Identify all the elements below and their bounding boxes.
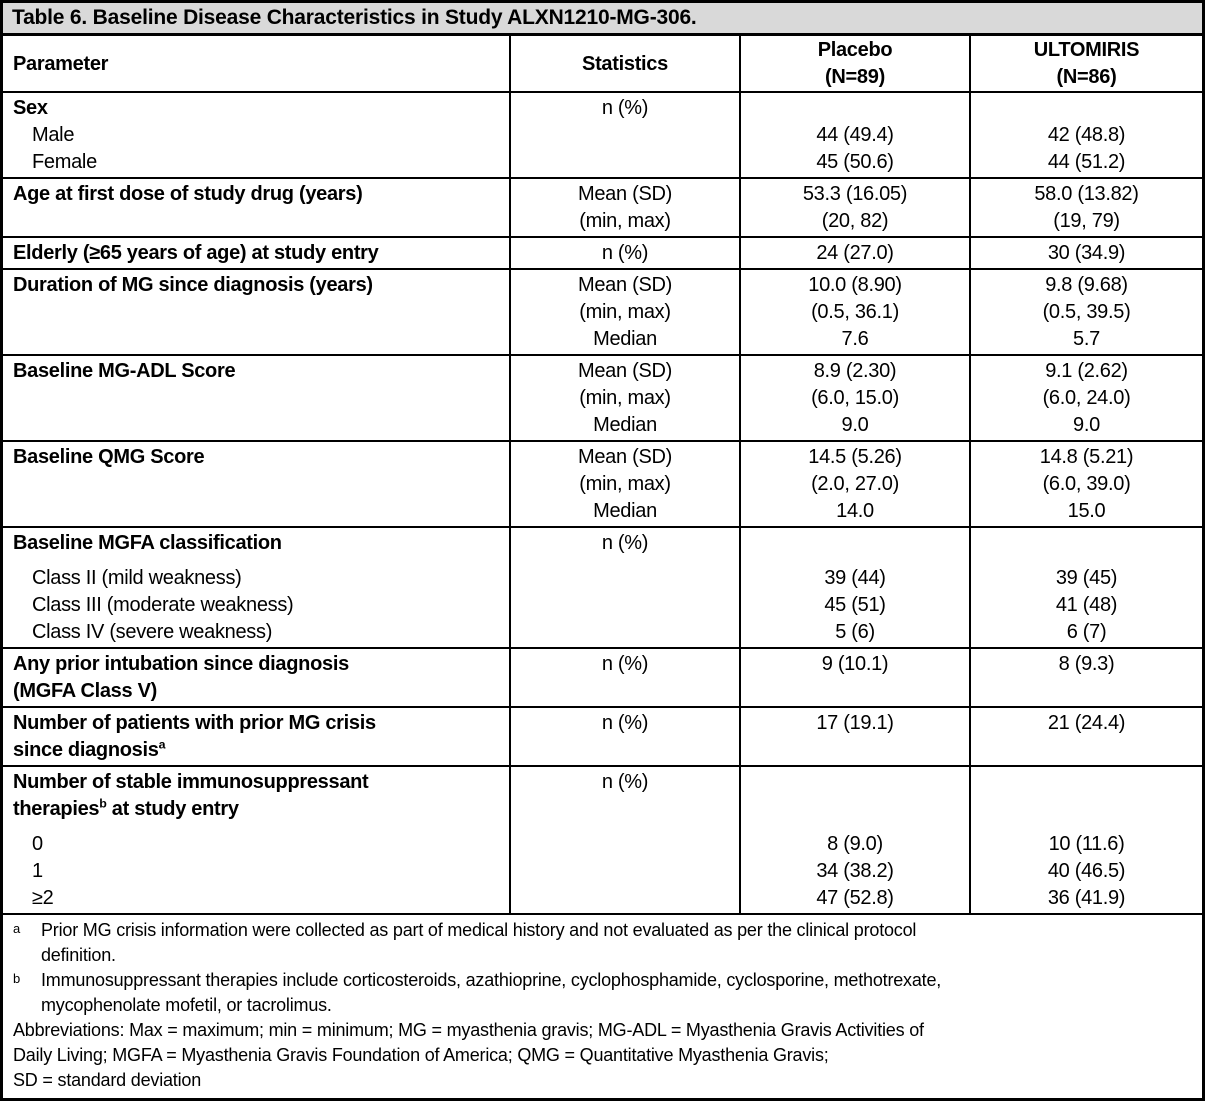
placebo-cell-line: (20, 82) — [821, 210, 889, 232]
row-baseline-mg-adl-score — [3, 356, 1202, 442]
parameter-cell-line: Class II (mild weakness) — [32, 567, 242, 589]
statistics-cell-line — [515, 885, 735, 912]
parameter-cell-line — [13, 412, 501, 439]
statistics-cell-line: Mean (SD) — [578, 446, 672, 468]
header-parameter-label: Parameter — [13, 52, 109, 75]
duration-of-mg-since-diagnosis-parameter-cell — [3, 270, 509, 354]
statistics-cell-line: n (%) — [601, 97, 649, 119]
statistics-cell-line: Mean (SD) — [578, 183, 672, 205]
placebo-cell-line: 17 (19.1) — [816, 712, 894, 734]
placebo-cell-line: 8.9 (2.30) — [813, 360, 897, 382]
parameter-cell-line: Duration of MG since diagnosis (years) — [13, 274, 373, 296]
statistics-cell-line: (min, max) — [579, 473, 671, 495]
parameter-cell-line: Elderly (≥65 years of age) at study entry — [13, 242, 379, 264]
ultomiris-cell-line: 9.0 — [1073, 414, 1100, 436]
ultomiris-cell-line — [975, 796, 1198, 823]
statistics-cell-line — [515, 149, 735, 176]
placebo-cell-line — [745, 530, 965, 557]
ultomiris-cell-line: 30 (34.9) — [1047, 242, 1126, 264]
statistics-cell-line — [515, 565, 735, 592]
row-stable-immunosuppressant-therapies — [3, 767, 1202, 915]
ultomiris-cell-line — [975, 769, 1198, 796]
prior-mg-crisis-parameter-cell — [3, 708, 509, 765]
elderly-at-study-entry-ultomiris-cell — [969, 238, 1202, 268]
row-duration-of-mg-since-diagnosis — [3, 270, 1202, 356]
statistics-cell-line — [515, 796, 735, 823]
baseline-mg-adl-score-parameter-cell — [3, 356, 509, 440]
row-baseline-qmg-score — [3, 442, 1202, 528]
placebo-cell-line: 5 (6) — [835, 621, 875, 643]
statistics-cell-line: Median — [593, 414, 657, 436]
sex-statistics-cell — [509, 93, 739, 177]
age-at-first-dose-parameter-cell — [3, 179, 509, 236]
stable-immunosuppressant-therapies-parameter-cell — [3, 767, 509, 913]
parameter-cell-line: Female — [32, 151, 97, 173]
statistics-cell-line: Mean (SD) — [578, 274, 672, 296]
statistics-cell-line — [515, 619, 735, 646]
header-placebo — [739, 36, 969, 91]
ultomiris-cell-line: 44 (51.2) — [1047, 151, 1126, 173]
statistics-cell-line: n (%) — [601, 532, 649, 554]
ultomiris-cell-line: (6.0, 39.0) — [1042, 473, 1131, 495]
sex-placebo-cell — [739, 93, 969, 177]
parameter-cell-line: Male — [32, 124, 75, 146]
ultomiris-cell-line: 6 (7) — [1066, 621, 1107, 643]
footnote-abbreviations: Abbreviations: Max = maximum; min = minimum; MG = myasthenia gravis; MG-ADL = Myasthenia Gravis Activities of Daily Living; MGFA = Myasthenia Gravis Foundation of America; QMG = Quantitative Myasthenia Gravis; SD = standard deviation — [13, 1020, 924, 1090]
ultomiris-cell-line: 8 (9.3) — [1058, 653, 1115, 675]
placebo-cell-line: 24 (27.0) — [816, 242, 894, 264]
parameter-cell-line: Sex — [13, 97, 48, 119]
row-elderly-at-study-entry — [3, 238, 1202, 270]
duration-of-mg-since-diagnosis-statistics-cell — [509, 270, 739, 354]
sex-ultomiris-cell — [969, 93, 1202, 177]
placebo-cell-line — [745, 95, 965, 122]
header-ultomiris — [969, 36, 1202, 91]
statistics-cell-line — [515, 831, 735, 858]
ultomiris-cell-line: 21 (24.4) — [1047, 712, 1126, 734]
parameter-cell-line: Baseline QMG Score — [13, 446, 205, 468]
statistics-cell-line: (min, max) — [579, 210, 671, 232]
statistics-cell-line: (min, max) — [579, 301, 671, 323]
placebo-cell-line: 47 (52.8) — [816, 887, 894, 909]
footnote-b: b Immunosuppressant therapies include corticosteroids, azathioprine, cyclophosphamide, cyclosporine, methotrexate, mycophenolate mofetil, or tacrolimus. — [13, 968, 1194, 1018]
placebo-cell-line: 8 (9.0) — [827, 833, 883, 855]
parameter-cell-line: 1 — [32, 860, 43, 882]
header-statistics-label: Statistics — [582, 52, 668, 75]
placebo-cell-line: 45 (51) — [824, 594, 886, 616]
parameter-cell-line: Baseline MGFA classification — [13, 532, 282, 554]
ultomiris-cell-line — [975, 530, 1198, 557]
header-placebo-label: Placebo — [817, 39, 893, 61]
elderly-at-study-entry-statistics-cell — [509, 238, 739, 268]
header-placebo-n: (N=89) — [825, 66, 885, 88]
age-at-first-dose-ultomiris-cell — [969, 179, 1202, 236]
parameter-cell-line: Any prior intubation since diagnosis — [13, 653, 349, 675]
parameter-cell-line: since diagnosis$^a$ — [13, 737, 166, 761]
baseline-qmg-score-placebo-cell — [739, 442, 969, 526]
placebo-cell-line: 39 (44) — [824, 567, 886, 589]
parameter-cell-line: (MGFA Class V) — [13, 680, 157, 702]
baseline-qmg-score-statistics-cell — [509, 442, 739, 526]
prior-mg-crisis-ultomiris-cell — [969, 708, 1202, 765]
statistics-cell-line: Median — [593, 328, 657, 350]
parameter-cell-line — [13, 326, 501, 353]
parameter-cell-line: Age at first dose of study drug (years) — [13, 183, 363, 205]
placebo-cell-line: (0.5, 36.1) — [811, 301, 899, 323]
row-age-at-first-dose — [3, 179, 1202, 238]
stable-immunosuppressant-therapies-placebo-cell — [739, 767, 969, 913]
ultomiris-cell-line: (0.5, 39.5) — [1042, 301, 1131, 323]
parameter-cell-line: therapies$^b$ at study entry — [13, 796, 239, 820]
ultomiris-cell-line: 9.1 (2.62) — [1045, 360, 1128, 382]
prior-mg-crisis-statistics-cell — [509, 708, 739, 765]
ultomiris-cell-line — [975, 737, 1198, 764]
parameter-cell-line: Class III (moderate weakness) — [32, 594, 294, 616]
ultomiris-cell-line: 36 (41.9) — [1047, 887, 1126, 909]
statistics-cell-line — [515, 122, 735, 149]
parameter-cell-line: ≥2 — [32, 887, 54, 909]
table-body — [3, 93, 1202, 915]
ultomiris-cell-line: 10 (11.6) — [1048, 833, 1125, 855]
row-prior-mg-crisis — [3, 708, 1202, 767]
parameter-cell-line — [13, 299, 501, 326]
placebo-cell-line — [745, 796, 965, 823]
ultomiris-cell-line: 42 (48.8) — [1047, 124, 1126, 146]
age-at-first-dose-placebo-cell — [739, 179, 969, 236]
baseline-qmg-score-parameter-cell — [3, 442, 509, 526]
age-at-first-dose-statistics-cell — [509, 179, 739, 236]
header-statistics — [509, 36, 739, 91]
statistics-cell-line: Mean (SD) — [578, 360, 672, 382]
placebo-cell-line: 14.0 — [836, 500, 874, 522]
placebo-cell-line: 10.0 (8.90) — [808, 274, 902, 296]
parameter-cell-line — [13, 385, 501, 412]
ultomiris-cell-line — [975, 678, 1198, 705]
placebo-cell-line — [745, 737, 965, 764]
placebo-cell-line: 45 (50.6) — [816, 151, 894, 173]
footnote-marker: b — [13, 971, 21, 986]
parameter-cell-line — [13, 471, 501, 498]
any-prior-intubation-placebo-cell — [739, 649, 969, 706]
ultomiris-cell-line: 9.8 (9.68) — [1045, 274, 1128, 296]
header-ultomiris-n: (N=86) — [1056, 66, 1117, 88]
parameter-cell-line: Class IV (severe weakness) — [32, 621, 273, 643]
placebo-cell-line: (6.0, 15.0) — [811, 387, 899, 409]
placebo-cell-line: 34 (38.2) — [816, 860, 894, 882]
placebo-cell-line: 9 (10.1) — [821, 653, 889, 675]
header-parameter — [3, 36, 509, 91]
row-any-prior-intubation — [3, 649, 1202, 708]
stable-immunosuppressant-therapies-ultomiris-cell — [969, 767, 1202, 913]
ultomiris-cell-line: 14.8 (5.21) — [1039, 446, 1134, 468]
ultomiris-cell-line — [975, 95, 1198, 122]
parameter-cell-line: Number of stable immunosuppressant — [13, 771, 369, 793]
ultomiris-cell-line: (19, 79) — [1053, 210, 1120, 232]
any-prior-intubation-statistics-cell — [509, 649, 739, 706]
placebo-cell-line: 44 (49.4) — [816, 124, 894, 146]
ultomiris-cell-line: (6.0, 24.0) — [1042, 387, 1131, 409]
row-sex — [3, 93, 1202, 179]
statistics-cell-line: Median — [593, 500, 657, 522]
elderly-at-study-entry-placebo-cell — [739, 238, 969, 268]
baseline-mg-adl-score-ultomiris-cell — [969, 356, 1202, 440]
baseline-mg-adl-score-statistics-cell — [509, 356, 739, 440]
statistics-cell-line — [515, 678, 735, 705]
elderly-at-study-entry-parameter-cell — [3, 238, 509, 268]
parameter-cell-line — [13, 498, 501, 525]
placebo-cell-line — [745, 678, 965, 705]
header-ultomiris-label: ULTOMIRIS — [1033, 39, 1140, 61]
parameter-cell-line: 0 — [32, 833, 43, 855]
ultomiris-cell-line: 40 (46.5) — [1047, 860, 1126, 882]
ultomiris-cell-line: 58.0 (13.82) — [1034, 183, 1139, 205]
footnote-a: a Prior MG crisis information were collected as part of medical history and not evaluated as per the clinical protocol definition. — [13, 918, 1194, 968]
placebo-cell-line — [745, 769, 965, 796]
placebo-cell-line: (2.0, 27.0) — [811, 473, 899, 495]
statistics-cell-line: (min, max) — [579, 387, 671, 409]
ultomiris-cell-line: 15.0 — [1067, 500, 1106, 522]
any-prior-intubation-parameter-cell — [3, 649, 509, 706]
statistics-cell-line: n (%) — [601, 653, 649, 675]
duration-of-mg-since-diagnosis-ultomiris-cell — [969, 270, 1202, 354]
ultomiris-cell-line: 41 (48) — [1055, 594, 1118, 616]
baseline-mgfa-classification-parameter-cell — [3, 528, 509, 647]
statistics-cell-line — [515, 858, 735, 885]
footnotes — [3, 915, 1202, 1098]
statistics-cell-line — [515, 737, 735, 764]
parameter-cell-line: Baseline MG-ADL Score — [13, 360, 236, 382]
placebo-cell-line: 53.3 (16.05) — [802, 183, 908, 205]
ultomiris-cell-line: 5.7 — [1073, 328, 1100, 350]
baseline-mg-adl-score-placebo-cell — [739, 356, 969, 440]
parameter-cell-line: Number of patients with prior MG crisis — [13, 712, 376, 734]
sex-parameter-cell — [3, 93, 509, 177]
statistics-cell-line: n (%) — [601, 712, 649, 734]
baseline-mgfa-classification-ultomiris-cell — [969, 528, 1202, 647]
statistics-cell-line — [515, 592, 735, 619]
any-prior-intubation-ultomiris-cell — [969, 649, 1202, 706]
baseline-mgfa-classification-statistics-cell — [509, 528, 739, 647]
prior-mg-crisis-placebo-cell — [739, 708, 969, 765]
row-baseline-mgfa-classification — [3, 528, 1202, 649]
header-row — [3, 36, 1202, 93]
placebo-cell-line: 7.6 — [841, 328, 869, 350]
table-title: Table 6. Baseline Disease Characteristics in Study ALXN1210-MG-306. — [3, 3, 1202, 36]
placebo-cell-line: 14.5 (5.26) — [808, 446, 902, 468]
ultomiris-cell-line: 39 (45) — [1055, 567, 1118, 589]
baseline-qmg-score-ultomiris-cell — [969, 442, 1202, 526]
placebo-cell-line: 9.0 — [841, 414, 869, 436]
stable-immunosuppressant-therapies-statistics-cell — [509, 767, 739, 913]
baseline-mgfa-classification-placebo-cell — [739, 528, 969, 647]
duration-of-mg-since-diagnosis-placebo-cell — [739, 270, 969, 354]
parameter-cell-line — [13, 208, 501, 235]
statistics-cell-line: n (%) — [601, 771, 649, 793]
footnote-marker: a — [13, 921, 21, 936]
statistics-cell-line: n (%) — [601, 242, 649, 264]
